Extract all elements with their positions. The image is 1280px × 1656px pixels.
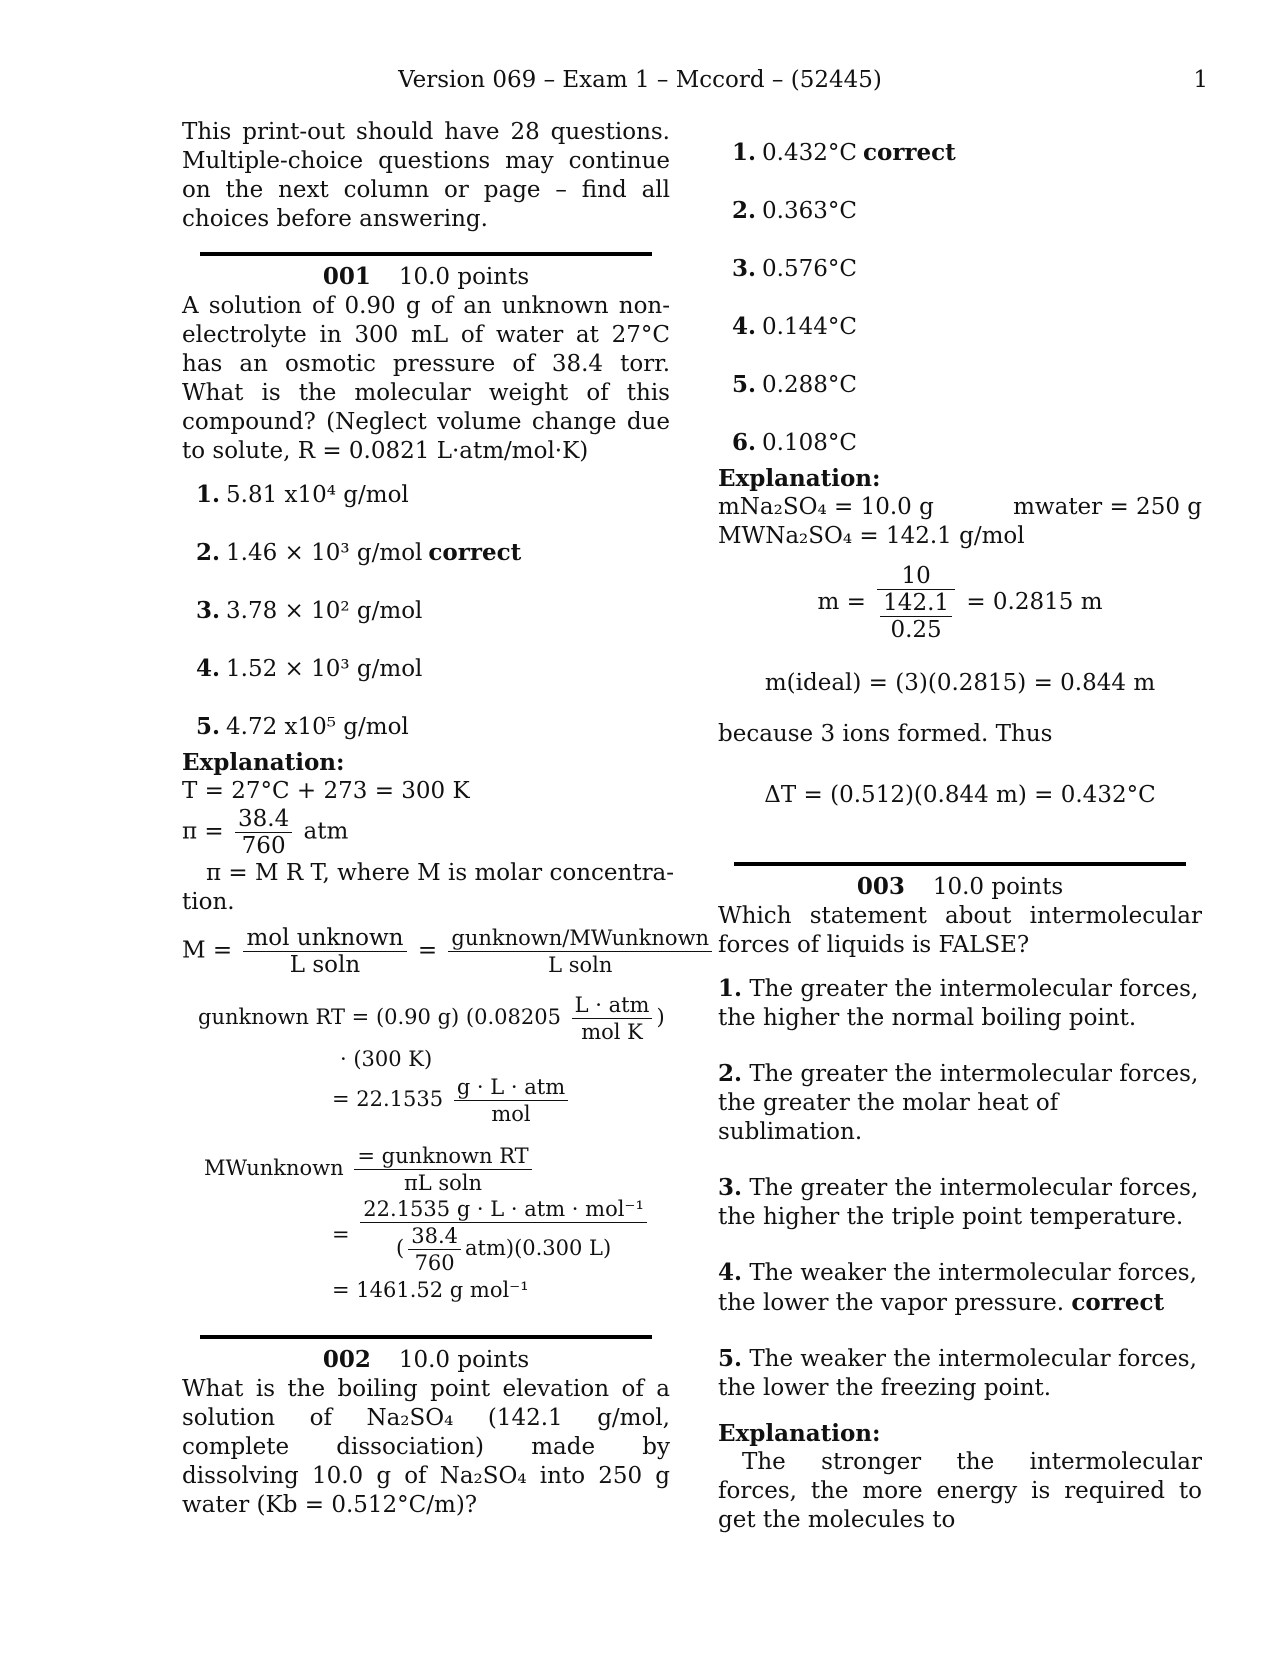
- explanation-text: The stronger the intermolecular forces, the more energy is required to get the molecules to: [718, 1449, 1202, 1533]
- question-text: A solution of 0.90 g of an unknown non-electrolyte in 300 mL of water at 27°C has an osmotic pressure of 38.4 torr. What is the molecular weight of this compound? (Neglect volume change due to solute, R = 0.0821 L·atm/mol·K): [182, 293, 670, 464]
- question-points: 10.0 points: [398, 264, 530, 290]
- question-points: 10.0 points: [398, 1347, 530, 1373]
- page-header: [0, 66, 1280, 98]
- question-text: What is the boiling point elevation of a solution of Na₂SO₄ (142.1 g/mol, complete dissociation) made by dissolving 10.0 g of Na₂SO₄ into 250 g water (Kb = 0.512°C/m)?: [182, 1376, 670, 1518]
- question-points: 10.0 points: [932, 874, 1064, 900]
- choice-item[interactable]: 4. 0.144°C: [732, 313, 857, 340]
- choice-list: [732, 138, 1202, 464]
- equation: M = $\frac{\text{mol unknown}}{\text{L soln}}$ = $\frac{\text{gunknown/MWunknown}}{\text{L soln}}$: [182, 925, 670, 978]
- equation: m(ideal) = (3)(0.2815) = 0.844 m: [764, 670, 1156, 696]
- page-number: 1: [1193, 67, 1208, 93]
- explanation-heading: Explanation:: [182, 749, 345, 776]
- choice-item[interactable]: 1. The greater the intermolecular forces, the higher the normal boiling point.: [718, 975, 1199, 1031]
- explanation-line: MWNa₂SO₄ = 142.1 g/mol: [718, 523, 1025, 549]
- equation: m = $\frac{10}{\frac{142.1}{0.25}}$ = 0.2815 m: [817, 563, 1103, 643]
- exam-title: Version 069 – Exam 1 – Mccord – (52445): [398, 67, 882, 93]
- question-number: 001: [322, 263, 371, 290]
- choice-item[interactable]: 2. The greater the intermolecular forces, the greater the molar heat of sublimation.: [718, 1060, 1199, 1145]
- question-number: 003: [856, 873, 905, 900]
- explanation-line: tion.: [182, 889, 235, 915]
- right-column: [718, 118, 1202, 1535]
- left-column: [182, 118, 710, 1520]
- choice-item[interactable]: 6. 0.108°C: [732, 429, 857, 456]
- question-header: [718, 872, 1202, 902]
- choice-item[interactable]: 1. 0.432°C correct: [732, 139, 956, 166]
- choice-item[interactable]: 4. The weaker the intermolecular forces, the lower the vapor pressure. correct: [718, 1259, 1197, 1316]
- question-divider: [200, 1335, 652, 1339]
- explanation-line: because 3 ions formed. Thus: [718, 721, 1053, 747]
- question-header: [182, 1345, 670, 1375]
- choice-item[interactable]: 3. The greater the intermolecular forces, the higher the triple point temperature.: [718, 1174, 1199, 1230]
- choice-item[interactable]: 5. The weaker the intermolecular forces, the lower the freezing point.: [718, 1345, 1197, 1401]
- equation: MWunknown $\frac{\text{= gunknown RT}}{\text{πL soln}}$: [182, 1143, 670, 1196]
- choice-list: [196, 480, 670, 748]
- question-header: [182, 262, 670, 292]
- choice-item[interactable]: 2. 0.363°C: [732, 197, 857, 224]
- equation: = 22.1535 $\frac{\text{g · L · atm}}{\text{mol}}$: [182, 1074, 670, 1127]
- equation: = 22.1535 g · L · atm · mol⁻¹ ( $\frac{38.4}{760}$ atm)(0.300 L): [182, 1196, 670, 1276]
- question-text: Which statement about intermolecular forces of liquids is FALSE?: [718, 903, 1202, 958]
- equation: ΔT = (0.512)(0.844 m) = 0.432°C: [764, 782, 1156, 808]
- equation: gunknown RT = (0.90 g) (0.08205 $\frac{\text{L · atm}}{\text{mol K}}$ ): [198, 993, 665, 1044]
- choice-item[interactable]: 2. 1.46 × 10³ g/mol correct: [196, 539, 522, 566]
- question-number: 002: [322, 1346, 371, 1373]
- choice-item[interactable]: 5. 0.288°C: [732, 371, 857, 398]
- correct-mark: correct: [428, 539, 522, 566]
- intro-text: This print-out should have 28 questions. Multiple-choice questions may continue on the next column or page – find all choices before answering.: [182, 119, 670, 232]
- explanation-line: π = M R T, where M is molar concentra-: [206, 860, 675, 886]
- question-divider: [200, 252, 652, 256]
- question-divider: [734, 862, 1186, 866]
- choice-item[interactable]: 4. 1.52 × 10³ g/mol: [196, 655, 423, 682]
- explanation-line: π = $\frac{38.4}{760}$ atm: [182, 806, 349, 859]
- explanation-heading: Explanation:: [718, 465, 881, 492]
- choice-item[interactable]: 1. 5.81 x10⁴ g/mol: [196, 481, 409, 508]
- explanation-line: T = 27°C + 273 = 300 K: [182, 778, 470, 804]
- choice-item[interactable]: 3. 3.78 × 10² g/mol: [196, 597, 423, 624]
- choice-item[interactable]: 5. 4.72 x10⁵ g/mol: [196, 713, 409, 740]
- choice-item[interactable]: 3. 0.576°C: [732, 255, 857, 282]
- correct-mark: correct: [862, 139, 956, 166]
- explanation-heading: Explanation:: [718, 1420, 881, 1447]
- explanation-line: mNa₂SO₄ = 10.0 g mwater = 250 g: [718, 494, 1202, 520]
- correct-mark: correct: [1071, 1289, 1165, 1316]
- equation: · (300 K): [340, 1047, 433, 1071]
- equation: = 1461.52 g mol⁻¹: [332, 1278, 529, 1302]
- choice-list: [718, 974, 1202, 1403]
